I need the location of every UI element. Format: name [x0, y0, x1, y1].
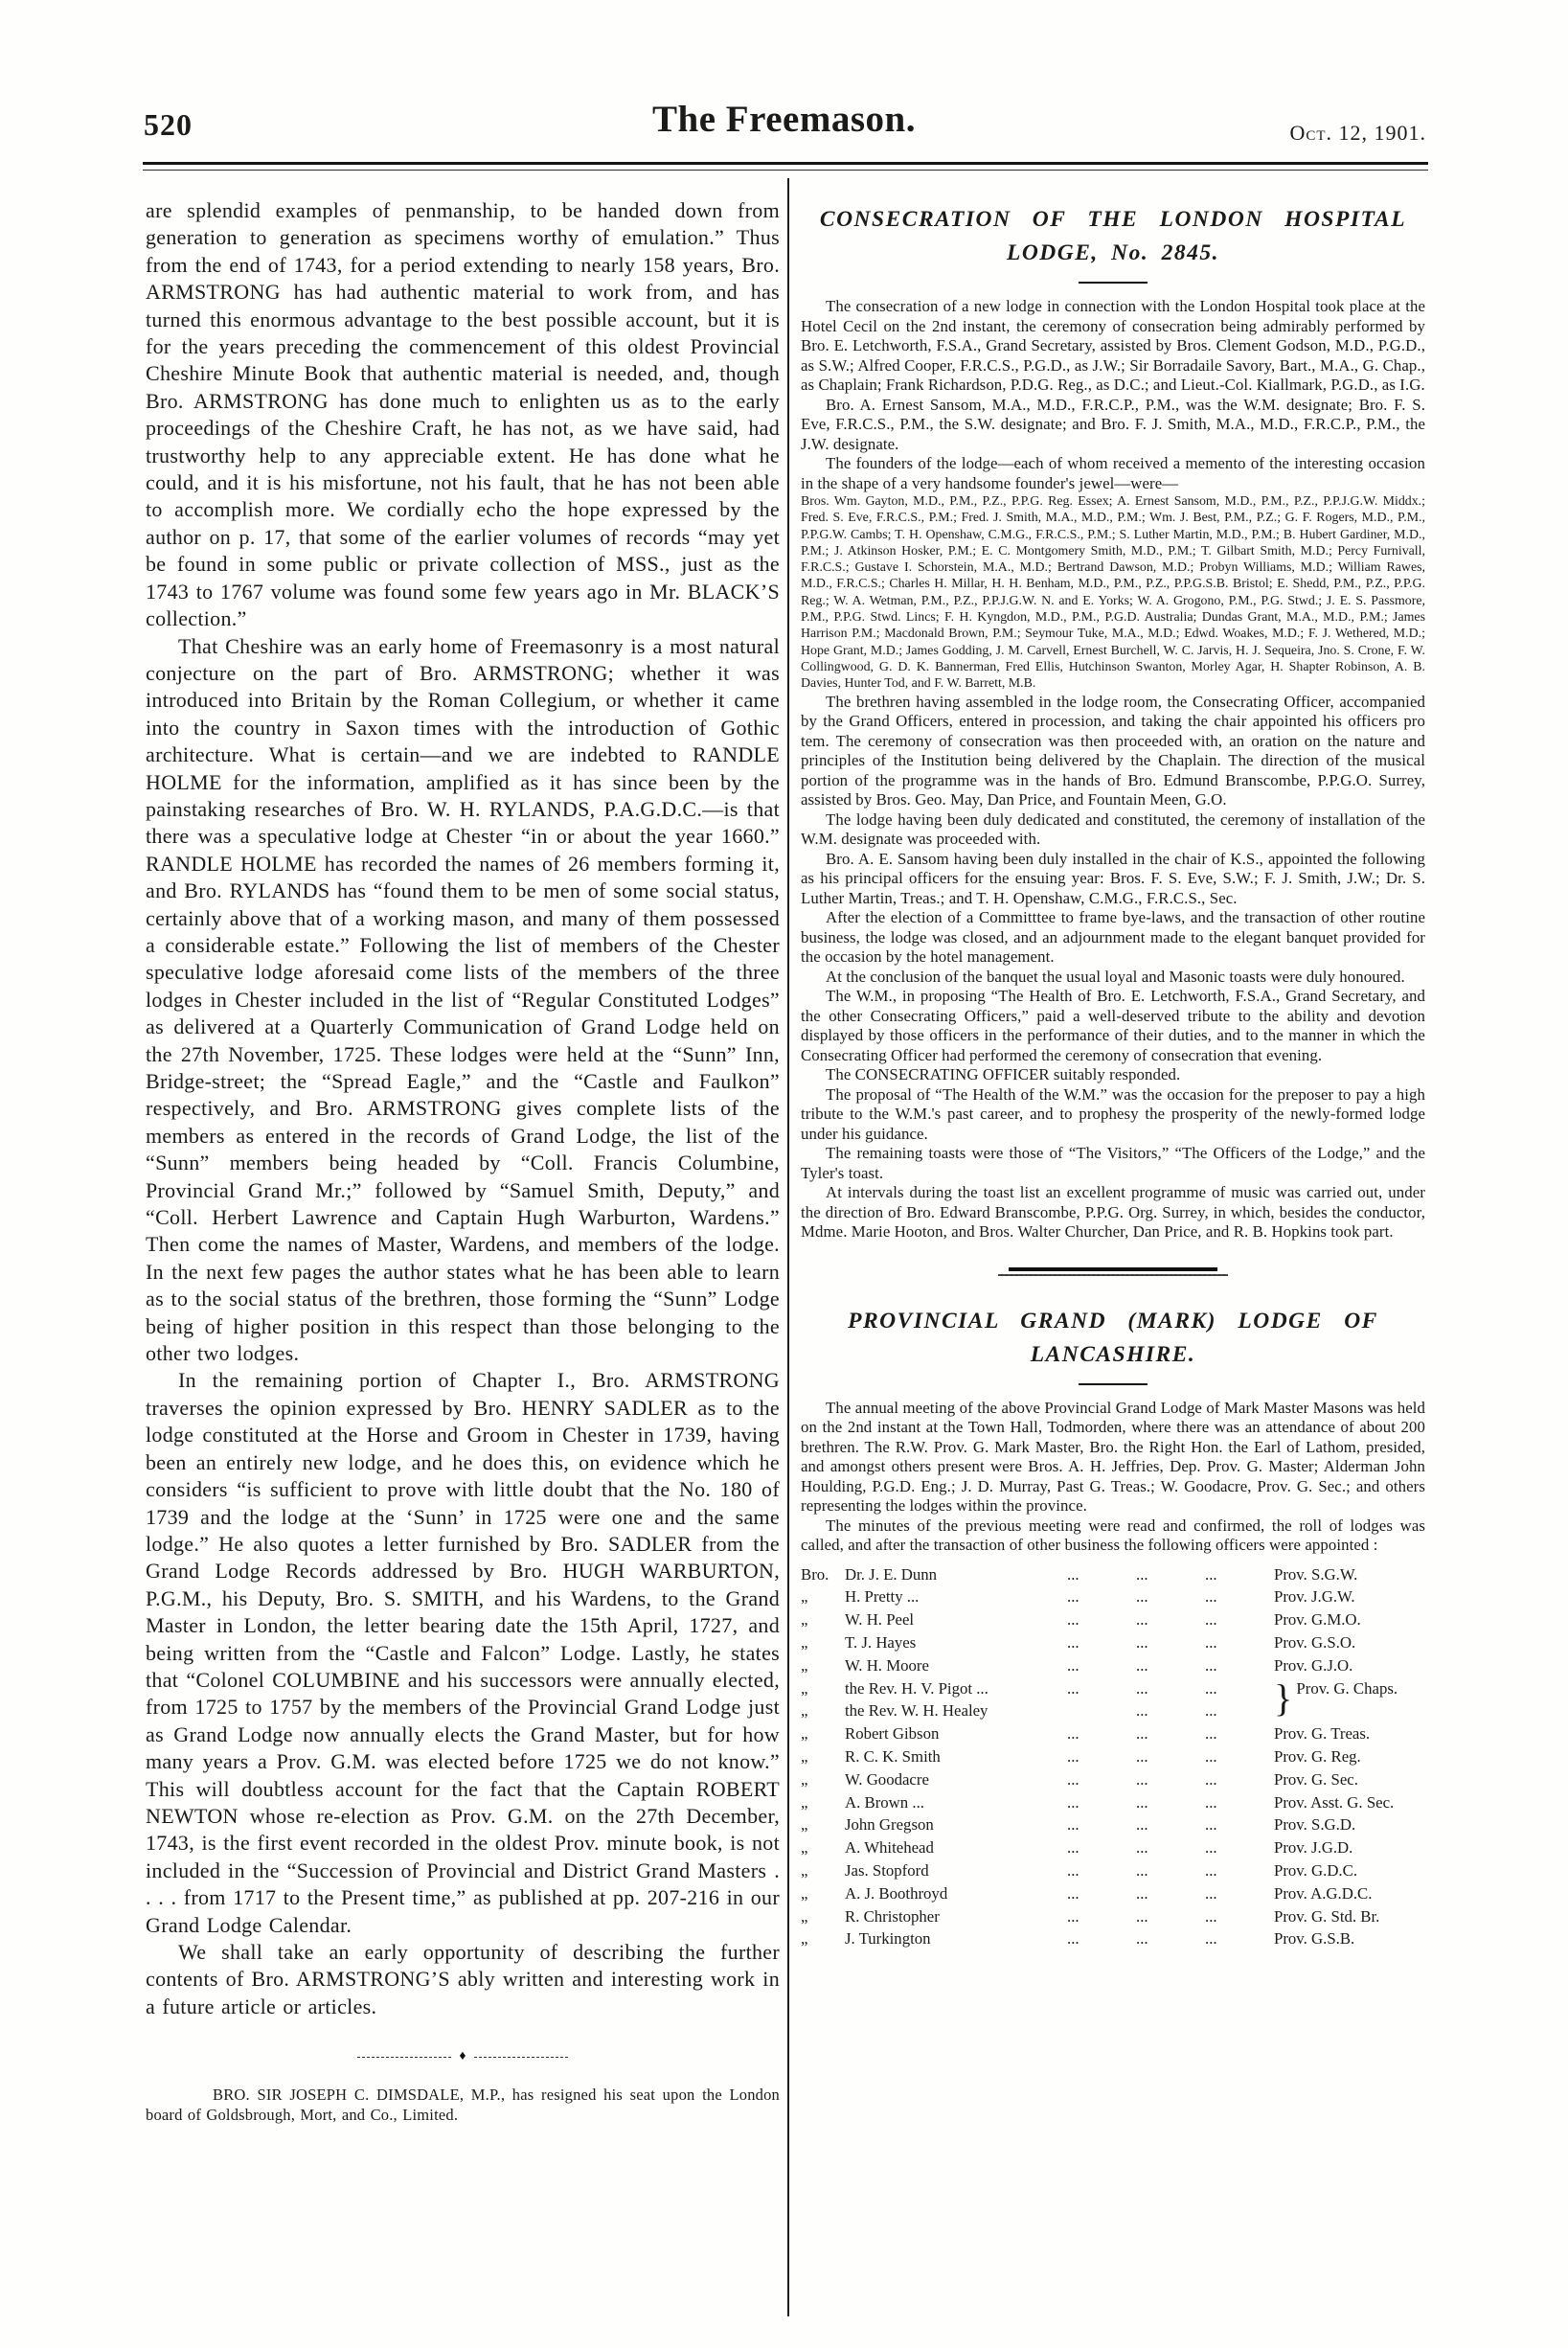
leader-dots: ... — [1067, 1564, 1079, 1584]
leader-dots: ... — [1205, 1564, 1217, 1584]
officer-prefix: „ — [801, 1906, 808, 1926]
leader-dots: ... — [1205, 1632, 1217, 1652]
paragraph: The consecration of a new lodge in connection with the London Hospital took place at the Hotel Cecil on the 2nd instant, the ceremony of consecration being admirably performed by Bro. E. Letchworth, F.S.A., Grand Secretary, assisted by Bros. Clement Godson, M.D., P.G.D., as S.W.; Alfred Cooper, F.R.C.S., P.G.D., as J.W.; Sir Borradaile Savory, Bart., M.A., G. Chap., as Chaplain; Frank Richardson, P.D.G. Reg., as D.C.; and Lieut.-Col. Kiallmark, P.G.D., as I.G. — [801, 297, 1425, 394]
officer-name: J. Turkington — [845, 1929, 931, 1949]
paragraph: Bro. A. Ernest Sansom, M.A., M.D., F.R.C.P., P.M., was the W.M. designate; Bro. F. S. Eve, F.R.C.S., P.M., the S.W. designate; and Bro. F. J. Smith, M.A., M.D., F.R.C.P., P.M., the J.W. designate. — [801, 395, 1425, 453]
leader-dots: ... — [1205, 1746, 1217, 1766]
right-column — [801, 203, 1425, 1950]
paragraph: The minutes of the previous meeting were read and confirmed, the roll of lodges was called, and after the transaction of other business the following officers were appointed : — [801, 1516, 1425, 1555]
leader-dots: ... — [1136, 1883, 1148, 1903]
leader-dots: ... — [1205, 1860, 1217, 1880]
officer-office: Prov. G.M.O. — [1274, 1610, 1361, 1630]
leader-dots: ... — [1067, 1860, 1079, 1880]
page-number: 520 — [144, 107, 193, 142]
leader-dots: ... — [1067, 1769, 1079, 1789]
leader-dots: ... — [1205, 1587, 1217, 1607]
paragraph: Bro. A. E. Sansom having been duly installed in the chair of K.S., appointed the following as his principal officers for the ensuing year: Bros. F. S. Eve, S.W.; F. J. Smith, J.W.; Dr. S. Luther Martin, Treas.; and T. H. Openshaw, C.M.G., F.R.C.S., Sec. — [801, 849, 1425, 907]
leader-dots: ... — [1067, 1838, 1079, 1858]
leader-dots: ... — [1067, 1792, 1079, 1812]
officer-row-chaplain — [801, 1677, 1425, 1700]
officer-row — [801, 1768, 1425, 1791]
officer-prefix: „ — [801, 1587, 808, 1607]
officer-prefix: Bro. — [801, 1564, 829, 1584]
officer-name: John Gregson — [845, 1815, 934, 1835]
chaplains-brace: } — [1274, 1676, 1293, 1721]
leader-dots: ... — [1067, 1746, 1079, 1766]
officer-name: H. Pretty ... — [845, 1587, 920, 1607]
left-column — [146, 197, 780, 2125]
officer-name: T. J. Hayes — [845, 1632, 917, 1652]
officer-row — [801, 1836, 1425, 1859]
officer-row — [801, 1722, 1425, 1745]
officer-row — [801, 1927, 1425, 1950]
leader-dots: ... — [1136, 1678, 1148, 1698]
officer-prefix: „ — [801, 1883, 808, 1903]
officer-office: Prov. G. Sec. — [1274, 1769, 1358, 1789]
officer-name: the Rev. W. H. Healey — [845, 1701, 989, 1721]
paragraph: The annual meeting of the above Provincial Grand Lodge of Mark Master Masons was held on the 2nd instant at the Town Hall, Todmorden, where there was an attendance of about 200 brethren. The R.W. Prov. G. Mark Master, Bro. the Right Hon. the Earl of Lathom, presided, and amongst others present were Bros. A. H. Jeffries, Dep. Prov. G. Master; Alderman John Houlding, P.G.D. Eng.; J. D. Murray, Past G. Treas.; W. Goodacre, Prov. G. Sec.; and others representing the lodges within the province. — [801, 1398, 1425, 1516]
officer-name: W. Goodacre — [845, 1769, 929, 1789]
leader-dots: ... — [1205, 1883, 1217, 1903]
officer-office-chaplains — [1274, 1677, 1425, 1723]
title-rule — [1079, 282, 1148, 284]
paragraph: The CONSECRATING OFFICER suitably responded. — [826, 1065, 1181, 1084]
column-divider-rule — [787, 178, 789, 2316]
leader-dots: ... — [1205, 1792, 1217, 1812]
officer-prefix: „ — [801, 1815, 808, 1835]
officer-row — [801, 1631, 1425, 1654]
officer-row — [801, 1563, 1425, 1586]
officer-row — [801, 1608, 1425, 1631]
leader-dots: ... — [1067, 1724, 1079, 1744]
paragraph: The founders of the lodge—each of whom received a memento of the interesting occasion in the shape of a very handsome founder's jewel—were— — [801, 454, 1425, 492]
paragraph: We shall take an early opportunity of describing the further contents of Bro. ARMSTRONG’S ably written and interesting work in a future article or articles. — [146, 1940, 780, 2018]
leader-dots: ... — [1205, 1815, 1217, 1835]
officer-row — [801, 1585, 1425, 1608]
paragraph: In the remaining portion of Chapter I., Bro. ARMSTRONG traverses the opinion expressed by Bro. HENRY SADLER as to the lodge constituted at the Horse and Groom in Chester in 1739, having been an entirely new lodge, and he does this, on evidence which he considers “is sufficient to prove with little doubt that the No. 180 of 1739 and the lodge at the ‘Sunn’ in 1725 were one and the same lodge.” He also quotes a letter furnished by Bro. SADLER from the Grand Lodge Records addressed by Bro. HUGH WARBURTON, P.G.M., his Deputy, Bro. S. SMITH, and his Wardens, to the Grand Master in London, the letter bearing date the 15th April, 1727, and being written from the “Castle and Falcon” Lodge. Lastly, he states that “Colonel COLUMBINE and his successors were annually elected, from 1725 to 1757 by the members of the Provincial Grand Lodge just as Grand Lodge now annually elects the Grand Master, but for how many years a Prov. G.M. was elected before 1725 we do not know.” This will doubtless account for the fact that the Captain ROBERT NEWTON whose re-election as Prov. G.M. on the 27th December, 1743, is the first event recorded in the oldest Prov. minute book, is not included in the “Succession of Provincial and District Grand Masters . . . . from 1717 to the Present time,” as published at pp. 207-216 in our Grand Lodge Calendar. — [146, 1368, 780, 1937]
page-title: The Freemason. — [652, 99, 916, 140]
paragraph: That Cheshire was an early home of Freemasonry is a most natural conjecture on the part of Bro. ARMSTRONG; whether it was introduced into Britain by the Roman Collegium, or whether it came into the country in Saxon times with the introduction of Gothic architecture. What is certain—and we are indebted to RANDLE HOLME for the information, amplified as it has since been by the painstaking researches of Bro. W. H. RYLANDS, P.A.G.D.C.—is that there was a speculative lodge at Chester “in or about the year 1660.” RANDLE HOLME has recorded the names of 26 members forming it, and Bro. RYLANDS has “found them to be men of some social status, certainly above that of a working mason, and many of them possessed a considerable estate.” Following the list of members of the Chester speculative lodge aforesaid come lists of the members of the three lodges in Chester included in the list of “Regular Constituted Lodges” as delivered at a Quarterly Communication of Grand Lodge held on the 27th November, 1725. These lodges were held at the “Sunn” Inn, Bridge-street; the “Spread Eagle,” and the “Castle and Faulkon” respectively, and Bro. ARMSTRONG gives complete lists of the members as entered in the records of Grand Lodge, the list of the “Sunn” members being headed by “Coll. Francis Columbine, Provincial Grand Mr.;” followed by “Samuel Smith, Deputy,” and “Coll. Herbert Lawrence and Captain Hugh Warburton, Wardens.” Then come the names of Master, Wardens, and members of the lodge. In the next few pages the author states what he has been able to learn as to the social status of the brethren, those forming the “Sunn” Lodge being of higher position in this respect than those belonging to the other two lodges. — [146, 633, 780, 1366]
officer-office: Prov. S.G.W. — [1274, 1564, 1358, 1584]
article-title-line1: PROVINCIAL GRAND (MARK) LODGE OF — [848, 1308, 1378, 1334]
section-divider-bar — [1009, 1267, 1217, 1271]
page-date: Oct. 12, 1901. — [1289, 121, 1426, 145]
leader-dots: ... — [1205, 1906, 1217, 1926]
leader-dots: ... — [1136, 1610, 1148, 1630]
officer-name: A. Brown ... — [845, 1792, 924, 1812]
leader-dots: ... — [1205, 1724, 1217, 1744]
officer-prefix: „ — [801, 1655, 808, 1675]
article-title-line2: LODGE, No. 2845. — [1006, 240, 1220, 265]
leader-dots: ... — [1136, 1746, 1148, 1766]
officer-prefix: „ — [801, 1678, 808, 1698]
paragraph: The W.M., in proposing “The Health of Bro. E. Letchworth, F.S.A., Grand Secretary, and the other Consecrating Officers,” paid a well-deserved tribute to the ability and devotion displayed by those officers in the performance of their duties, and to the manner in which the Consecrating Officer had performed the ceremony of consecration that evening. — [801, 987, 1425, 1064]
leader-dots: ... — [1067, 1632, 1079, 1652]
leader-dots: ... — [1205, 1655, 1217, 1675]
officer-name: Robert Gibson — [845, 1724, 940, 1744]
divider-line — [474, 2057, 568, 2058]
leader-dots: ... — [1067, 1587, 1079, 1607]
paragraph: After the election of a Committtee to frame bye-laws, and the transaction of other routine business, the lodge was closed, and an adjournment made to the elegant banquet provided for the occasion by the hotel management. — [801, 908, 1425, 967]
divider-line — [357, 2057, 451, 2058]
officer-office: Prov. J.G.W. — [1274, 1587, 1355, 1607]
officer-name: W. H. Moore — [845, 1655, 929, 1675]
paragraph: The proposal of “The Health of the W.M.” was the occasion for the preposer to pay a high tribute to the W.M.'s past career, and to prophesy the prosperity of the newly-formed lodge under his guidance. — [801, 1084, 1425, 1143]
officer-row — [801, 1654, 1425, 1677]
officer-prefix: „ — [801, 1610, 808, 1630]
founders-list: Bros. Wm. Gayton, M.D., P.M., P.Z., P.P.G. Reg. Essex; A. Ernest Sansom, M.D., P.M., P.Z., P.P.J.G.W. Middx.; Fred. S. Eve, F.R.C.S., P.M.; Fred. J. Smith, M.A., M.D., P.M.; Wm. J. Best, P.M., P.Z.; G. F. Rogers, M.D., P.M., P.P.G.W. Cambs; T. H. Openshaw, C.M.G., F.R.C.S., P.M.; S. Luther Martin, M.D., P.M.; B. Hubert Gardiner, M.D., P.M.; J. Atkinson Hosker, P.M.; E. C. Montgomery Smith, M.D., P.M.; T. Gilbart Smith, M.D.; Percy Furnivall, F.R.C.S.; Gustave I. Schorstein, M.A., M.D.; Bertrand Dawson, M.D.; Probyn Williams, M.D.; William Rawes, M.D., F.R.C.S.; Charles H. Millar, H. H. Benham, M.D., P.M., P.Z., P.P.G.S.B. Bristol; E. Shedd, P.M., P.Z., P.P.G. Reg.; W. A. Wetman, P.M., P.Z., P.P.J.G.W. N. and E. Yorks; W. A. Grogono, P.M., P.G. Stwd.; J. E. S. Passmore, P.M., P.P.G. Stwd. Lincs; F. H. Kyngdon, M.D., P.M., P.G.D. Australia; Dundas Grant, M.A., M.D., P.M.; James Harrison P.M.; Macdonald Brown, P.M.; Seymour Tuke, M.A., M.D.; Edwd. Woakes, M.D.; F. J. Wethered, M.D.; Hope Grant, M.D.; James Godding, J. M. Carvell, Ernest Burchell, W. C. Jarvis, H. J. Sequeira, Jno. S. Crone, F. W. Collingwood, G. D. K. Bannerman, Fred Ellis, Hutchinson Swanton, Morley Agar, H. Shapter Robinson, A. B. Davies, Hunter Tod, and F. W. Barrett, M.B. — [801, 494, 1425, 692]
leader-dots: ... — [1067, 1929, 1079, 1949]
officer-office: Prov. G. Treas. — [1274, 1724, 1371, 1744]
header-rule-thick — [143, 162, 1428, 165]
diamond-icon: ♦ — [459, 2049, 466, 2064]
officer-name: R. Christopher — [845, 1906, 940, 1926]
leader-dots: ... — [1067, 1655, 1079, 1675]
officer-office: Prov. G.J.O. — [1274, 1655, 1353, 1675]
leader-dots: ... — [1136, 1632, 1148, 1652]
officer-office: Prov. J.G.D. — [1274, 1838, 1353, 1858]
leader-dots: ... — [1136, 1792, 1148, 1812]
officer-name: A. Whitehead — [845, 1838, 934, 1858]
officer-name: Jas. Stopford — [845, 1860, 929, 1880]
leader-dots: ... — [1136, 1838, 1148, 1858]
officer-row — [801, 1791, 1425, 1814]
leader-dots: ... — [1067, 1906, 1079, 1926]
officer-office: Prov. G. Chaps. — [1296, 1678, 1398, 1698]
officer-office: Prov. G.S.O. — [1274, 1632, 1356, 1652]
leader-dots: ... — [1136, 1929, 1148, 1949]
paragraph: The lodge having been duly dedicated and constituted, the ceremony of installation of the W.M. designate was proceeded with. — [801, 809, 1425, 849]
leader-dots: ... — [1136, 1815, 1148, 1835]
leader-dots: ... — [1205, 1678, 1217, 1698]
leader-dots: ... — [1067, 1815, 1079, 1835]
officer-office: Prov. G.D.C. — [1274, 1860, 1358, 1880]
leader-dots: ... — [1136, 1906, 1148, 1926]
article-title-line1: CONSECRATION OF THE LONDON HOSPITAL — [819, 207, 1407, 232]
leader-dots: ... — [1205, 1701, 1217, 1721]
officer-office: Prov. Asst. G. Sec. — [1274, 1792, 1395, 1812]
leader-dots: ... — [1136, 1701, 1148, 1721]
officer-row — [801, 1882, 1425, 1905]
leader-dots — [1067, 1699, 1136, 1722]
officer-name: A. J. Boothroyd — [845, 1883, 948, 1903]
leader-dots: ... — [1205, 1838, 1217, 1858]
officer-office: Prov. G. Std. Br. — [1274, 1906, 1380, 1926]
officer-row — [801, 1813, 1425, 1836]
officer-name: R. C. K. Smith — [845, 1746, 941, 1766]
header-rule-thin — [143, 170, 1428, 171]
officer-prefix: „ — [801, 1632, 808, 1652]
officer-row — [801, 1745, 1425, 1768]
officer-prefix: „ — [801, 1769, 808, 1789]
officer-prefix: „ — [801, 1838, 808, 1858]
section-divider-thin — [998, 1274, 1228, 1276]
officer-prefix: „ — [801, 1929, 808, 1949]
leader-dots: ... — [1136, 1587, 1148, 1607]
paragraph: The brethren having assembled in the lodge room, the Consecrating Officer, accompanied by the Grand Officers, entered in procession, and taking the chair appointed his officers pro tem. The ceremony of consecration was then proceeded with, an oration on the nature and principles of the Institution being delivered by the Chaplain. The direction of the musical portion of the programme was in the hands of Bro. Edmund Branscombe, P.P.G.O. Surrey, assisted by Bros. Geo. May, Dan Price, and Fountain Meen, G.O. — [801, 692, 1425, 809]
paragraph: The remaining toasts were those of “The Visitors,” “The Officers of the Lodge,” and the Tyler's toast. — [801, 1144, 1425, 1182]
officer-prefix: „ — [801, 1701, 808, 1721]
leader-dots: ... — [1136, 1769, 1148, 1789]
leader-dots: ... — [1205, 1929, 1217, 1949]
article-title-provincial — [801, 1305, 1425, 1372]
paragraph: At intervals during the toast list an excellent programme of music was carried out, under the direction of Bro. Edward Branscombe, P.P.G. Org. Surrey, in which, besides the conductor, Mdme. Marie Hooton, and Bros. Walter Churcher, Dan Price, and R. B. Hopkins took part. — [801, 1183, 1425, 1242]
officer-office: Prov. S.G.D. — [1274, 1815, 1356, 1835]
title-rule — [1079, 1383, 1148, 1385]
article-title-consecration — [801, 203, 1425, 270]
leader-dots: ... — [1136, 1860, 1148, 1880]
leader-dots: ... — [1136, 1564, 1148, 1584]
officer-office: Prov. G. Reg. — [1274, 1746, 1361, 1766]
officer-prefix: „ — [801, 1746, 808, 1766]
leader-dots: ... — [1136, 1724, 1148, 1744]
officers-table — [801, 1563, 1425, 1951]
footnote-divider — [357, 2049, 568, 2064]
article-title-line2: LANCASHIRE. — [1030, 1341, 1196, 1367]
officer-row — [801, 1905, 1425, 1928]
officer-name: Dr. J. E. Dunn — [845, 1564, 938, 1584]
leader-dots: ... — [1067, 1610, 1079, 1630]
officer-prefix: „ — [801, 1724, 808, 1744]
section-divider — [998, 1267, 1228, 1276]
officer-prefix: „ — [801, 1792, 808, 1812]
footnote: BRO. SIR JOSEPH C. DIMSDALE, M.P., has resigned his seat upon the London board of Goldsbrough, Mort, and Co., Limited. — [146, 2086, 780, 2124]
leader-dots: ... — [1205, 1610, 1217, 1630]
officer-name: W. H. Peel — [845, 1610, 915, 1630]
officer-office: Prov. A.G.D.C. — [1274, 1883, 1373, 1903]
officer-prefix: „ — [801, 1860, 808, 1880]
leader-dots: ... — [1205, 1769, 1217, 1789]
leader-dots: ... — [1136, 1655, 1148, 1675]
paragraph: At the conclusion of the banquet the usual loyal and Masonic toasts were duly honoured. — [826, 967, 1405, 986]
leader-dots: ... — [1067, 1678, 1079, 1698]
leader-dots: ... — [1067, 1883, 1079, 1903]
officer-row — [801, 1859, 1425, 1882]
officer-name: the Rev. H. V. Pigot ... — [845, 1678, 989, 1698]
officer-office: Prov. G.S.B. — [1274, 1929, 1355, 1949]
paragraph: are splendid examples of penmanship, to be handed down from generation to generation as specimens worthy of emulation.” Thus from the end of 1743, for a period extending to nearly 158 years, Bro. ARMSTRONG has had authentic material to work from, and has turned this enormous advantage to the best possible account, but it is for the years preceding the commencement of this oldest Provincial Cheshire Minute Book that authentic material is needed, and, though Bro. ARMSTRONG has done much to enlighten us as to the early proceedings of the Cheshire Craft, he has not, as we have said, had trustworthy help to any appreciable extent. He has done what he could, and it is his misfortune, not his fault, that he has not been able to accomplish more. We cordially echo the hope expressed by the author on p. 17, that some of the earlier volumes of records “may yet be found in some public or private collection of MSS., just as the 1743 to 1767 volume was found some few years ago in Mr. BLACK’S collection.” — [146, 198, 780, 631]
